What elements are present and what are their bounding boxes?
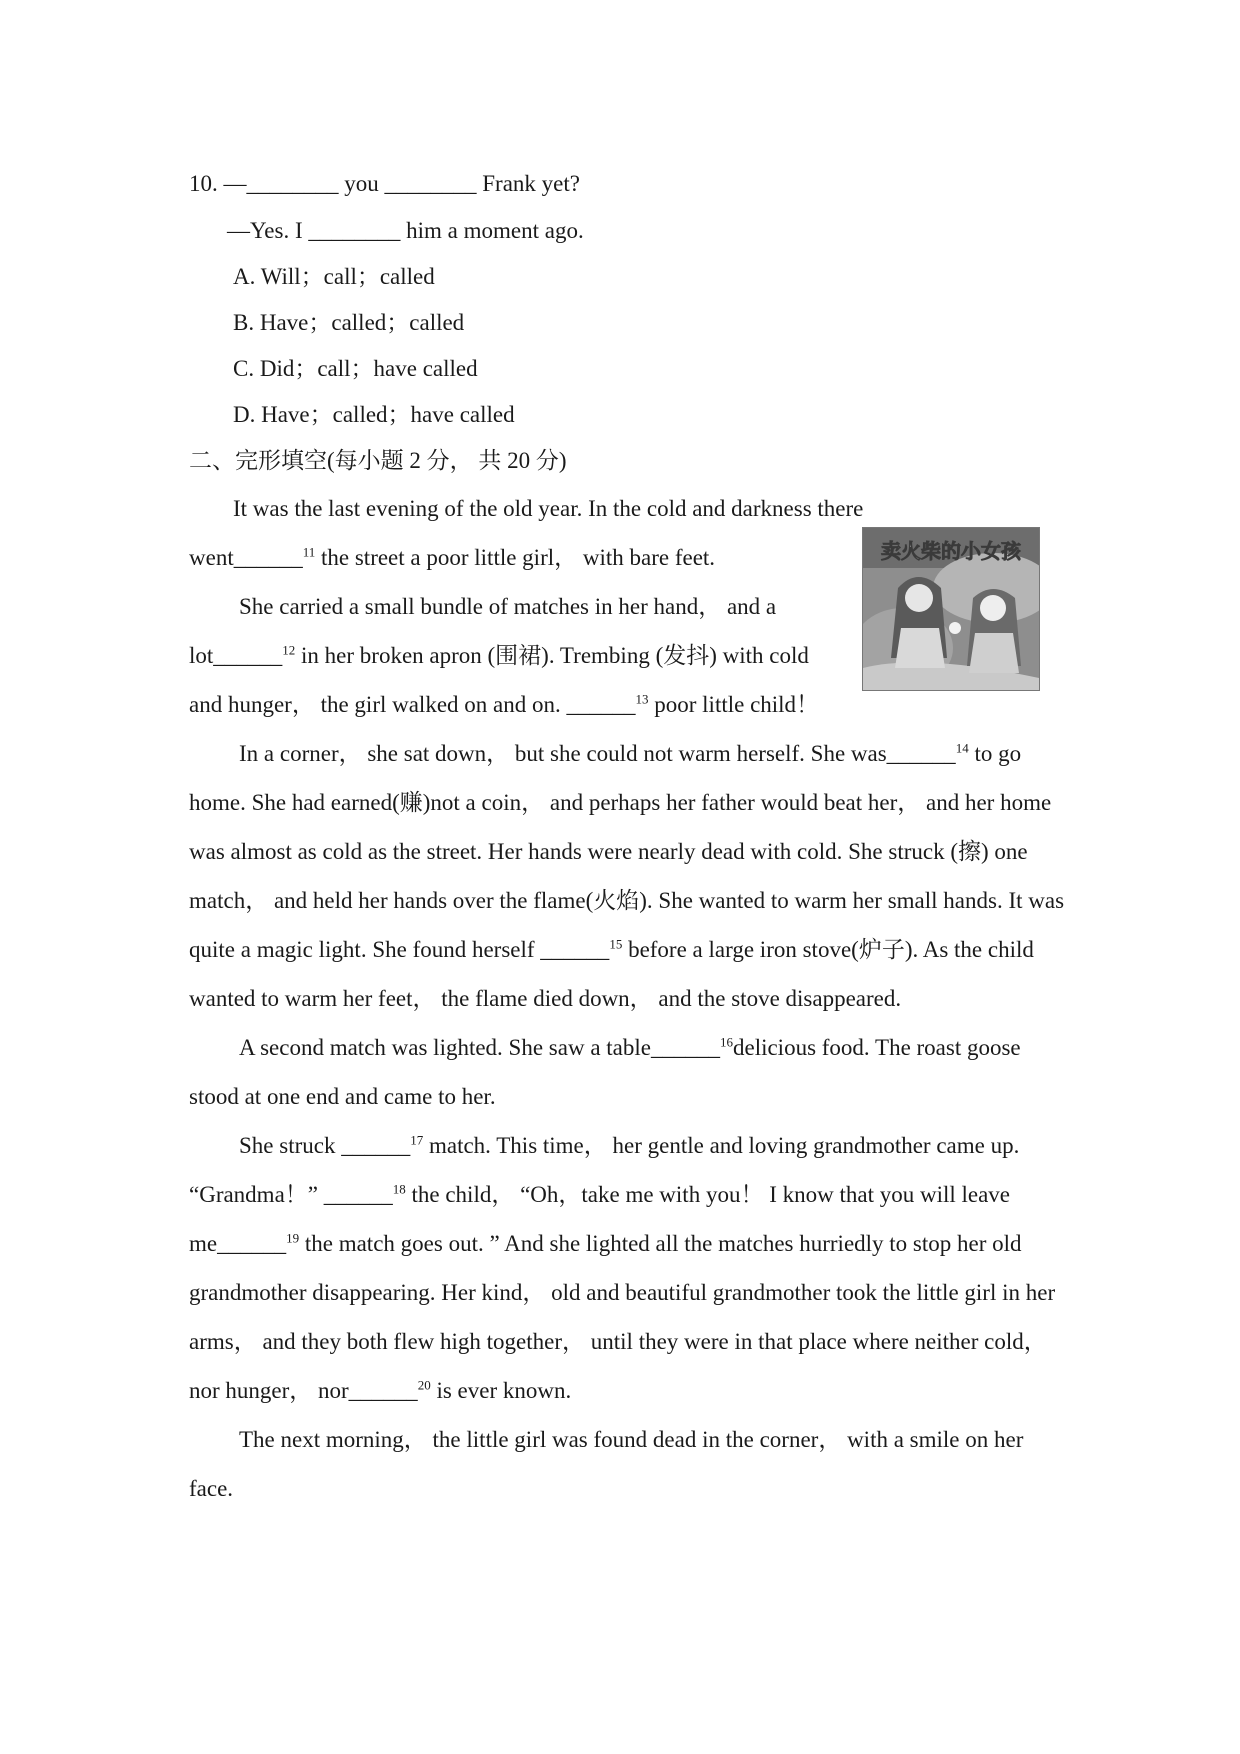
paragraph-3 — [189, 729, 1065, 1023]
paragraph-1 — [189, 484, 1065, 533]
paragraph-3-part-c: before a large iron stove(炉子). As the child wanted to warm her feet， the flame died down， and the stove disappeared. — [189, 937, 1034, 1011]
blank-11-number: 11 — [302, 544, 316, 560]
paragraph-5-part-b: match. This time， her gentle and loving grandmother came up. “Grandma！” ______ — [189, 1133, 1020, 1207]
option-a: A. Will；call；called — [233, 264, 435, 289]
blank-17-number: 17 — [410, 1132, 424, 1148]
blank-11-text: went______ — [189, 545, 303, 570]
paragraph-4 — [189, 1023, 1065, 1121]
paragraph-2 — [189, 582, 829, 729]
option-d: D. Have；called；have called — [233, 402, 515, 427]
paragraph-4-part-b: delicious food. The roast goose stood at one end and came to her. — [189, 1035, 1021, 1109]
blank-13-number: 13 — [635, 691, 649, 707]
illustration-title: 卖火柴的小女孩 — [881, 539, 1021, 563]
option-c: C. Did；call；have called — [233, 356, 478, 381]
paragraph-5-part-e: is ever known. — [430, 1378, 572, 1403]
paragraph-6: The next morning， the little girl was found dead in the corner， with a smile on her face. — [189, 1427, 1024, 1501]
paragraph-2-part-a: She carried a small bundle of matches in her hand， and a lot______ — [189, 594, 777, 668]
question-10-line1: 10. —________ you ________ Frank yet? — [189, 171, 580, 196]
paragraph-1-line2: the street a poor little girl， with bare feet. — [315, 545, 716, 570]
paragraph-5-part-c: the child， “Oh，take me with you！ I know that you will leave me______ — [189, 1182, 1011, 1256]
section-title: 二、完形填空(每小题 2 分， 共 20 分) — [189, 448, 567, 473]
blank-15-number: 15 — [609, 936, 623, 952]
paragraph-1-line1: It was the last evening of the old year. In the cold and darkness there — [233, 496, 864, 521]
paragraph-2-part-c: poor little child！ — [648, 692, 820, 717]
blank-16-number: 16 — [719, 1034, 733, 1050]
illustration-artwork — [863, 528, 1039, 690]
blank-12-number: 12 — [282, 642, 296, 658]
paragraph-3-part-a: In a corner， she sat down， but she could not warm herself. She was______ — [239, 741, 956, 766]
paragraph-2-part-b: in her broken apron (围裙). Trembing (发抖) with cold and hunger， the girl walked on and on. ______ — [189, 643, 809, 717]
blank-18-number: 18 — [392, 1181, 406, 1197]
question-10-line2: —Yes. I ________ him a moment ago. — [227, 218, 584, 243]
paragraph-5 — [189, 1121, 1065, 1415]
blank-14-number: 14 — [955, 740, 969, 756]
paragraph-3-part-b: to go home. She had earned(赚)not a coin， and perhaps her father would beat her， and her home was almost as cold as the street. Her hands were nearly dead with cold. She struck (擦) one match， and held her hands over the flame(火焰). She wanted to warm her small hands. It was quite a magic light. She found herself ______ — [189, 741, 1065, 962]
paragraph-5-part-a: She struck ______ — [239, 1133, 411, 1158]
paragraph-5-part-d: the match goes out. ” And she lighted all the matches hurriedly to stop her old grandmother disappearing. Her kind， old and beautiful grandmother took the little girl in her arms， and they both flew high together， until they were in that place where neither cold， nor hunger， nor______ — [189, 1231, 1056, 1403]
paragraph-4-part-a: A second match was lighted. She saw a table______ — [239, 1035, 720, 1060]
blank-20-number: 20 — [417, 1377, 431, 1393]
blank-19-number: 19 — [286, 1230, 300, 1246]
option-b: B. Have；called；called — [233, 310, 465, 335]
content-area — [189, 160, 1065, 1513]
matchgirl-illustration — [862, 527, 1040, 691]
